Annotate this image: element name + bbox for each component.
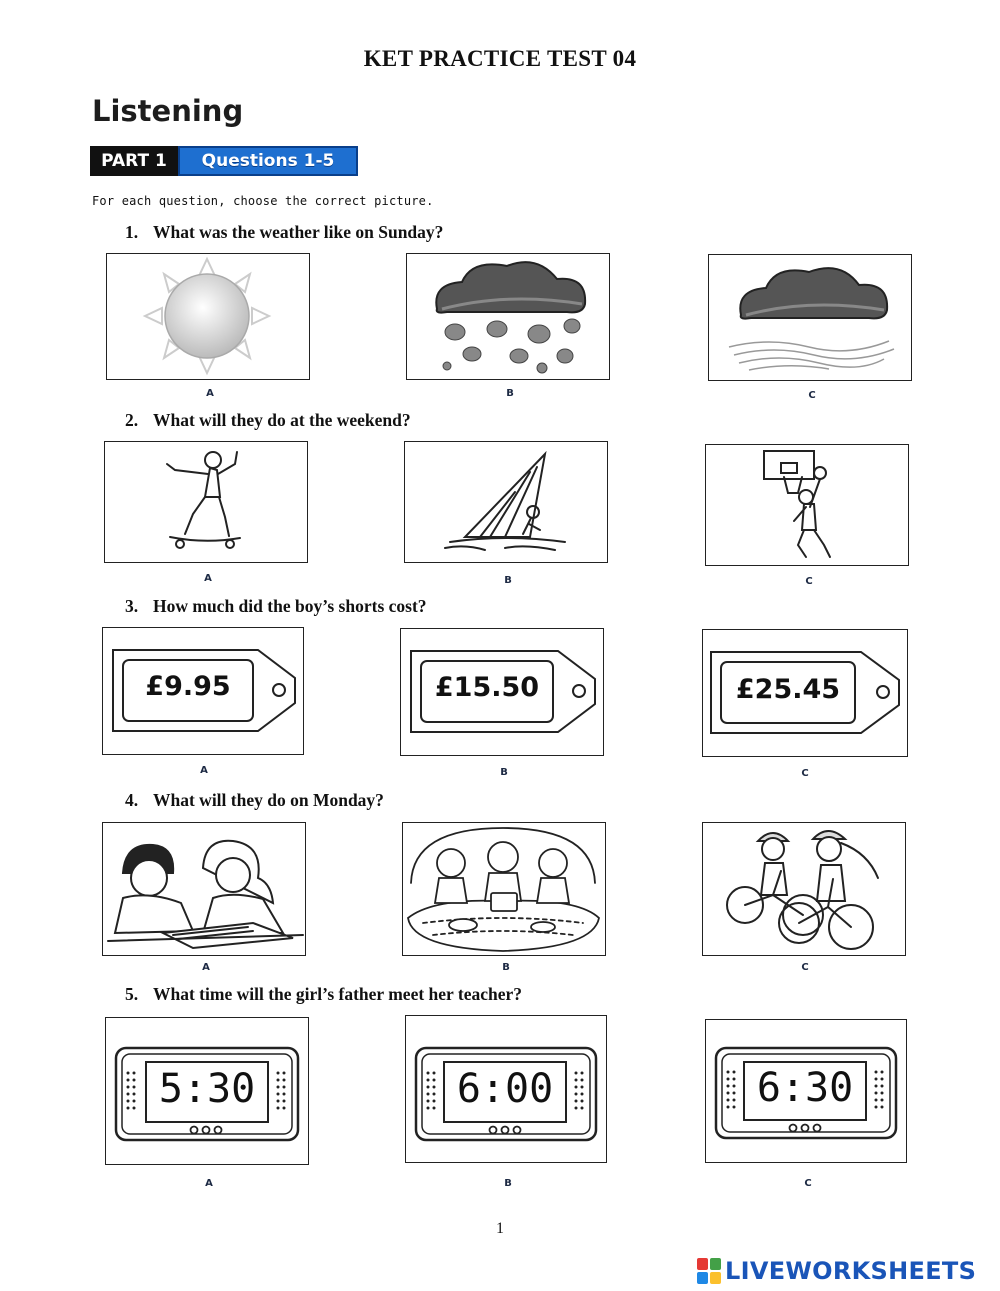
option-label: B [506,388,514,399]
answer-4b[interactable] [402,822,606,956]
answer-2b[interactable] [404,441,608,563]
question-text: How much did the boy’s shorts cost? [153,596,427,616]
picnic-icon [403,823,604,954]
wind-cloud-icon [709,255,910,379]
sun-icon [107,254,308,378]
question-number: 5. [125,984,139,1004]
answer-3c[interactable] [702,629,908,757]
option-label: C [804,1178,812,1189]
question-number: 1. [125,222,139,242]
question-number: 4. [125,790,139,810]
price-label: £25.45 [735,674,841,705]
option-label: C [801,768,809,779]
rain-cloud-icon [407,254,608,378]
answer-3b[interactable] [400,628,604,756]
liveworksheets-logo[interactable] [697,1257,976,1285]
question-4 [125,790,384,811]
cycling-icon [703,823,904,954]
option-label: C [801,962,809,973]
option-label: B [500,767,508,778]
answer-3a[interactable] [102,627,304,755]
skateboarding-icon [105,442,306,561]
page-number: 1 [496,1220,504,1237]
windsurfing-icon [405,442,606,561]
answer-2a[interactable] [104,441,308,563]
option-label: C [805,576,813,587]
question-5 [125,984,522,1005]
option-label: A [200,765,208,776]
clock-time: 6:30 [756,1065,854,1111]
option-label: A [204,573,212,584]
answer-1c[interactable] [708,254,912,381]
option-label: B [504,575,512,586]
part-questions-label: Questions 1-5 [178,146,358,176]
brand-icon [697,1258,721,1284]
answer-2c[interactable] [705,444,909,566]
part-label: PART 1 [90,146,178,176]
question-3 [125,596,427,617]
option-label: A [206,388,214,399]
brand-name: LIVEWORKSHEETS [725,1257,977,1285]
option-label: A [205,1178,213,1189]
answer-4a[interactable] [102,822,306,956]
section-heading: Listening [92,94,244,128]
option-label: A [202,962,210,973]
question-1 [125,222,443,243]
price-label: £9.95 [145,671,231,702]
question-number: 2. [125,410,139,430]
option-label: B [504,1178,512,1189]
page-title: KET PRACTICE TEST 04 [363,46,637,71]
clock-time: 5:30 [158,1066,256,1112]
question-text: What will they do on Monday? [153,790,384,810]
option-label: C [808,390,816,401]
question-text: What time will the girl’s father meet her teacher? [153,984,523,1004]
clock-time: 6:00 [456,1066,554,1112]
reading-icon [103,823,304,954]
instruction-text: For each question, choose the correct picture. [92,194,434,208]
option-label: B [502,962,510,973]
part-badge [90,146,358,176]
answer-5b[interactable] [405,1015,607,1163]
basketball-icon [706,445,907,564]
answer-4c[interactable] [702,822,906,956]
question-text: What will they do at the weekend? [153,410,411,430]
price-label: £15.50 [434,672,540,703]
question-number: 3. [125,596,139,616]
question-text: What was the weather like on Sunday? [153,222,444,242]
answer-5c[interactable] [705,1019,907,1163]
answer-1a[interactable] [106,253,310,380]
question-2 [125,410,411,431]
answer-1b[interactable] [406,253,610,380]
answer-5a[interactable] [105,1017,309,1165]
